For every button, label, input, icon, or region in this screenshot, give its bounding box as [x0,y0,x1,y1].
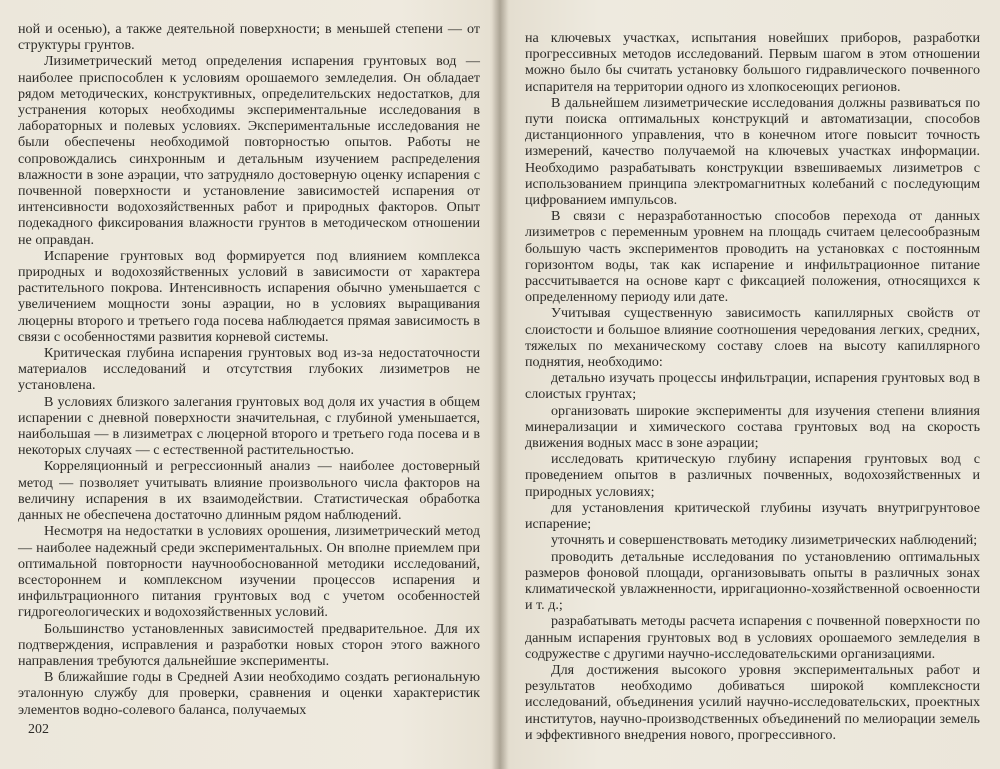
paragraph: Несмотря на недостатки в условиях орошения, лизиметрический метод — наиболее надежный среди экспериментальных. Он вполне приемлем при оптимальной повторности научнообоснованной методики исследований, всестороннем и комплексном изучении процессов испарения и инфильтрационного питания грунтовых вод с учетом особенностей гидрогеологических и водохозяйственных условий. [18,523,480,621]
list-item: разрабатывать методы расчета испарения с почвенной поверхности по данным испарения грунтовых вод в условиях орошаемого земледелия в содружестве с другими научно-исследовательскими организациями. [525,613,980,662]
left-page-text [18,21,480,718]
paragraph: на ключевых участках, испытания новейших приборов, разработки прогрессивных методов исследований. Первым шагом в этом отношении можно было бы считать установку большого гидравлического почвенного испарителя на территории одного из хлопкосеющих регионов. [525,30,980,95]
paragraph: Корреляционный и регрессионный анализ — наиболее достоверный метод — позволяет учитывать влияние произвольного числа факторов на величину испарения в их взаимодействии. Статистическая обработка данных не обеспечена достаточно длинным рядом наблюдений. [18,458,480,524]
left-page [0,0,495,769]
list-item: организовать широкие эксперименты для изучения степени влияния минерализации и химического состава грунтовых вод на скорость движения водных масс в зоне аэрации; [525,402,980,452]
paragraph: Большинство установленных зависимостей предварительное. Для их подтверждения, исправления и разработки новых сторон этого важного направления требуются дальнейшие эксперименты. [18,620,480,669]
list-item: уточнять и совершенствовать методику лизиметрических наблюдений; [551,532,978,549]
page-number: 202 [28,722,49,737]
paragraph: Для достижения высокого уровня экспериментальных работ и результатов необходимо добиваться широкой комплексности исследований, объединения усилий научно-исследовательских, проектных институтов, научно-производственных объединений по мелиорации земель и эффективного внедрения нового, прогрессивного. [525,661,980,743]
list-item: для установления критической глубины изучать внутригрунтовое испарение; [525,499,980,533]
paragraph: Испарение грунтовых вод формируется под влиянием комплекса природных и водохозяйственных условий в зависимости от характера растительного покрова. Интенсивность испарения обычно уменьшается с увеличением мощности зоны аэрации, но в условиях выращивания люцерны второго и третьего года посева наблюдается прямая зависимость в связи с особенностями развития корневой системы. [18,247,480,345]
list-item: проводить детальные исследования по установлению оптимальных размеров фоновой площади, организовывать опыты в различных зонах климатической увлажненности, ирригационно-хозяйственной освоенности и т. д.; [525,548,980,614]
right-page [505,0,1000,769]
paragraph: Учитывая существенную зависимость капиллярных свойств от слоистости и большое влияние соотношения чередования легких, средних, тяжелых по механическому составу слоев на высоту капиллярного поднятия, необходимо: [525,305,980,371]
paragraph: В связи с неразработанностью способов перехода от данных лизиметров с переменным уровнем на площадь считаем целесообразным большую часть экспериментов проводить на установках с постоянным горизонтом воды, так как испарение и инфильтрационное питание рассчитывается на основе карт с фиксацией положения, относящихся к определенному периоду или дате. [525,208,980,306]
paragraph: В дальнейшем лизиметрические исследования должны развиваться по пути поиска оптимальных конструкций и автоматизации, способов дистанционного управления, что в конечном итоге повысит точность измерений, качество получаемой на ключевых участках информации. Необходимо разрабатывать конструкции взвешиваемых лизиметров с использованием принципа электромагнитных колебаний с последующим цифрованием импульсов. [525,94,980,209]
paragraph: Критическая глубина испарения грунтовых вод из-за недостаточности материалов исследований и отсутствия глубоких лизиметров не установлена. [18,345,480,394]
paragraph: В ближайшие годы в Средней Азии необходимо создать региональную эталонную службу для проверки, сравнения и оценки характеристик элементов водно-солевого баланса, получаемых [18,669,480,718]
list-item: детально изучать процессы инфильтрации, испарения грунтовых вод в слоистых грунтах; [525,370,980,403]
paragraph: В условиях близкого залегания грунтовых вод доля их участия в общем испарении с дневной поверхности значительная, с глубиной уменьшается, наибольшая — в лизиметрах с люцерной второго и третьего года посева и в некоторых случаях — с естественной растительностью. [18,393,480,459]
paragraph: Лизиметрический метод определения испарения грунтовых вод — наиболее приспособлен к условиям орошаемого земледелия. Он обладает рядом методических, конструктивных, определительских недостатков, для устранения которых необходимы экспериментальные исследования в лабораторных и полевых условиях. Экспериментальные исследования не были обеспечены необходимой повторностью опытов. Работы не сопровождались синхронным и детальным изучением распределения влажности в зоне аэрации, что затрудняло достоверную оценку испарения с почвенной поверхности и установление зависимостей испарения от интенсивности водохозяйственных работ и природных факторов. Опыт подекадного фиксирования влажности грунтов в методическом отношении не оправдан. [18,53,480,248]
paragraph: ной и осенью), а также деятельной поверхности; в меньшей степени — от структуры грунтов. [18,21,480,54]
right-page-text [525,30,980,743]
list-item: исследовать критическую глубину испарения грунтовых вод с проведением опытов в различных почвенных, водохозяйственных и природных условиях; [525,451,980,500]
